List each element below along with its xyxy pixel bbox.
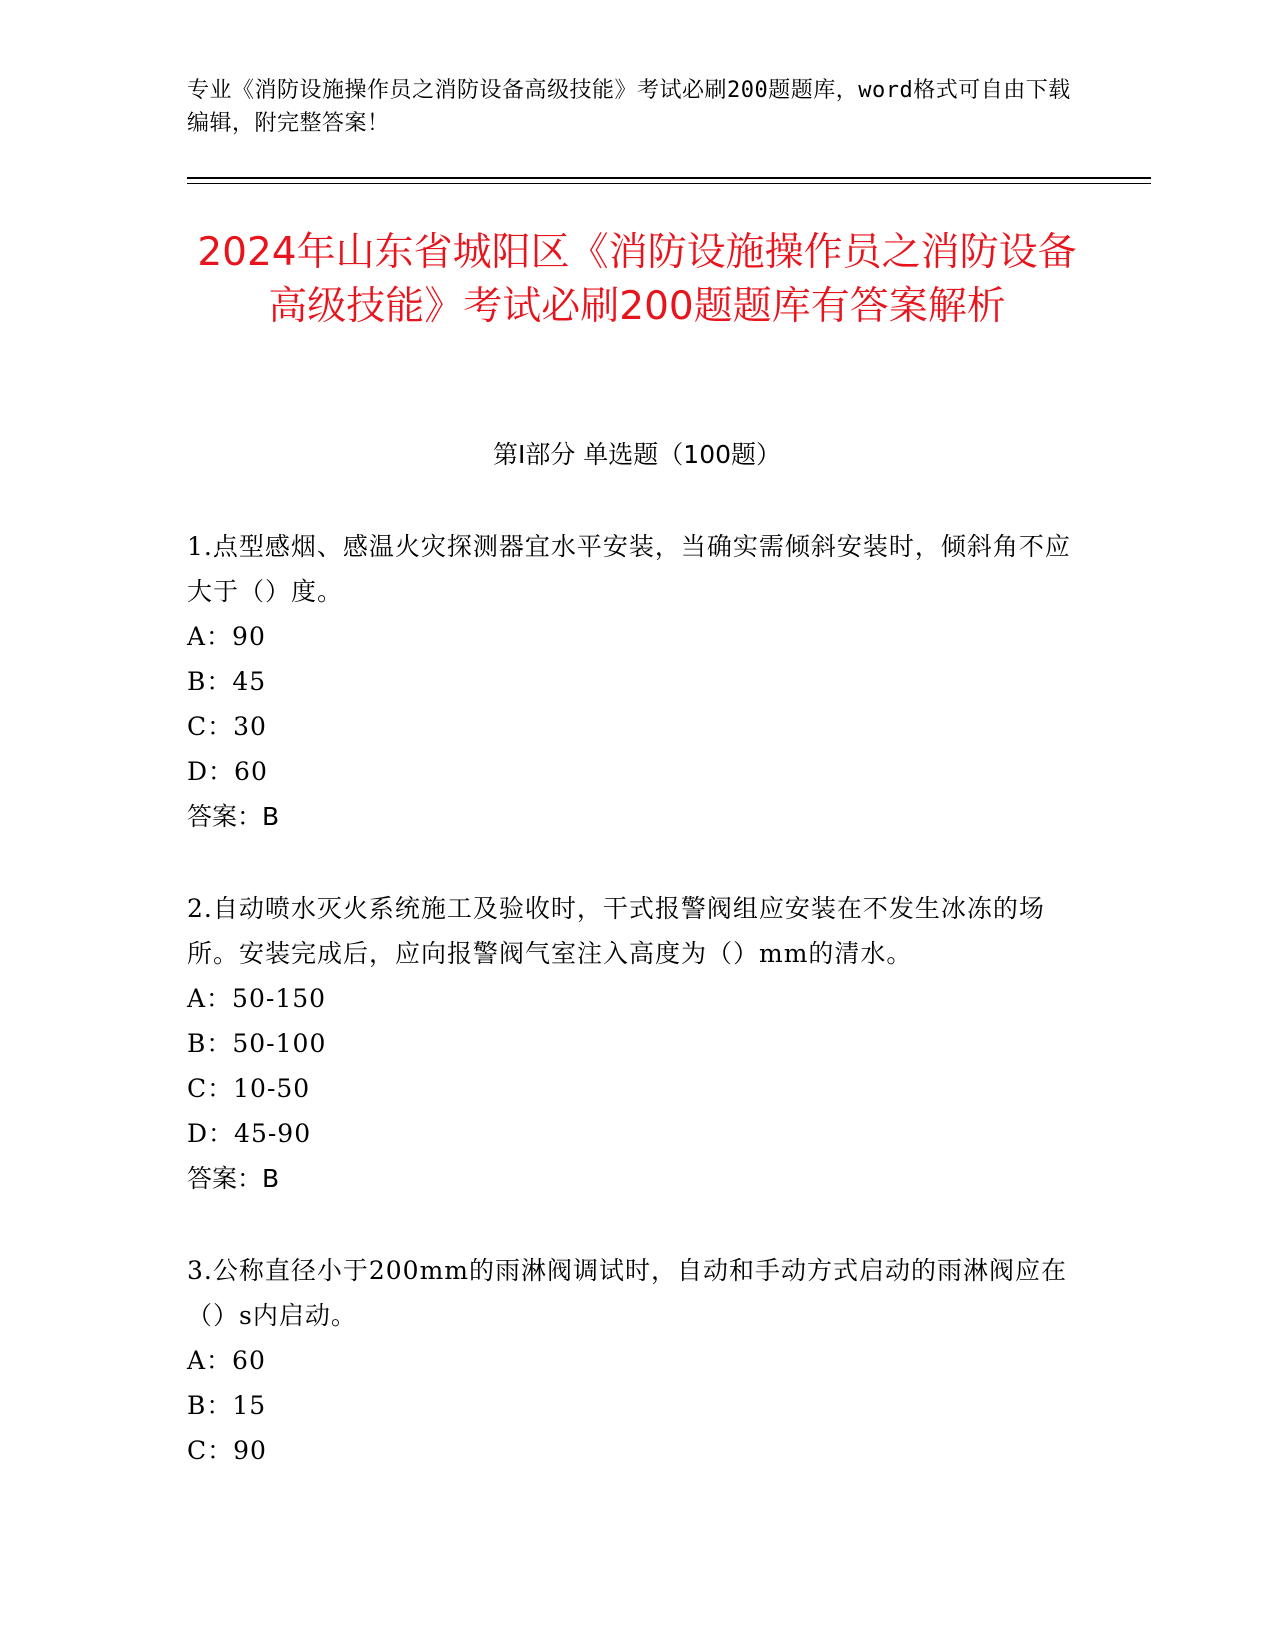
question-2 (187, 886, 1087, 1201)
question-3 (187, 1248, 1087, 1473)
header-divider-thin (187, 183, 1151, 184)
option-a: A：60 (187, 1346, 266, 1375)
answer: 答案：B (187, 1164, 280, 1193)
option-c: C：30 (187, 712, 267, 741)
header-note: 专业《消防设施操作员之消防设备高级技能》考试必刷200题题库，word格式可自由下载编辑，附完整答案！ (187, 78, 1071, 136)
option-a: A：90 (187, 622, 266, 651)
header-divider-thick (187, 177, 1151, 179)
question-stem: 2.自动喷水灭火系统施工及验收时，干式报警阀组应安装在不发生冰冻的场所。安装完成后，应向报警阀气室注入高度为（）mm的清水。 (187, 894, 1045, 968)
option-d: D：45-90 (187, 1119, 312, 1148)
option-d: D：60 (187, 757, 268, 786)
option-c: C：10-50 (187, 1074, 311, 1103)
document-title: 2024年山东省城阳区《消防设施操作员之消防设备高级技能》考试必刷200题题库有答案解析 (197, 230, 1077, 329)
option-a: A：50-150 (187, 984, 327, 1013)
option-b: B：50-100 (187, 1029, 327, 1058)
answer: 答案：B (187, 802, 280, 831)
question-stem: 1.点型感烟、感温火灾探测器宜水平安装，当确实需倾斜安装时，倾斜角不应大于（）度。 (187, 532, 1071, 606)
question-1 (187, 524, 1087, 839)
option-c: C：90 (187, 1436, 267, 1465)
question-stem: 3.公称直径小于200mm的雨淋阀调试时，自动和手动方式启动的雨淋阀应在（）s内启动。 (187, 1256, 1067, 1330)
section-heading: 第Ⅰ部分 单选题（100题） (492, 440, 782, 469)
option-b: B：15 (187, 1391, 267, 1420)
option-b: B：45 (187, 667, 267, 696)
